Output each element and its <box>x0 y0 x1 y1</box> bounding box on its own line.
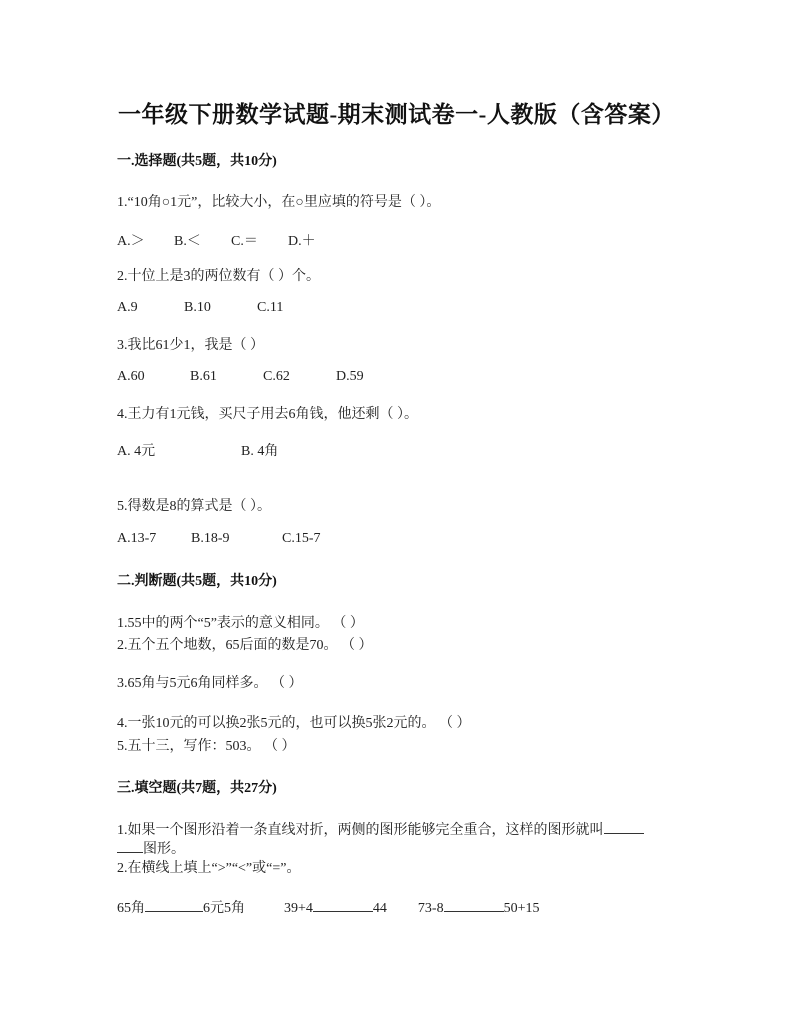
answer-blank <box>604 819 644 834</box>
question-4: 4.王力有1元钱，买尺子用去6角钱，他还剩（ ）。 <box>117 407 418 422</box>
fill-question-1 <box>117 819 644 839</box>
question-2: 2.十位上是3的两位数有（ ）个。 <box>117 269 320 284</box>
option-a: A.13-7 <box>117 531 157 546</box>
fill-question-1-cont <box>117 838 185 858</box>
comparison-left: 39+4 <box>284 901 313 916</box>
comparison-right: 44 <box>372 901 387 916</box>
option-a: A.9 <box>117 300 138 315</box>
page-title: 一年级下册数学试题-期末测试卷一-人教版（含答案） <box>118 102 675 127</box>
section-heading-choice: 一.选择题(共5题，共10分) <box>117 154 277 169</box>
fill-question-2: 2.在横线上填上“>”“<”或“=”。 <box>117 861 301 876</box>
option-b: B.＜ <box>174 234 201 249</box>
option-b: B. 4角 <box>241 444 279 459</box>
answer-blank <box>444 897 504 912</box>
option-b: B.61 <box>190 369 217 384</box>
answer-blank <box>313 897 373 912</box>
question-1: 1.“10角○1元”，比较大小，在○里应填的符号是（ ）。 <box>117 195 441 210</box>
answer-blank <box>117 838 143 853</box>
option-b: B.10 <box>184 300 211 315</box>
comparison-left: 65角 <box>117 901 145 916</box>
judge-item: 5.五十三，写作：503。 （ ） <box>117 739 296 754</box>
option-b: B.18-9 <box>191 531 230 546</box>
option-c: C.62 <box>263 369 290 384</box>
comparison-right: 6元5角 <box>203 901 245 916</box>
comparison-right: 50+15 <box>503 901 540 916</box>
comparison-row <box>117 897 539 917</box>
answer-blank <box>145 897 203 912</box>
judge-item: 3.65角与5元6角同样多。 （ ） <box>117 676 303 691</box>
fill-question-1-end: 图形。 <box>143 842 185 857</box>
section-heading-fill: 三.填空题(共7题，共27分) <box>117 781 277 796</box>
question-5: 5.得数是8的算式是（ ）。 <box>117 499 271 514</box>
option-c: C.15-7 <box>282 531 321 546</box>
option-a: A.60 <box>117 369 145 384</box>
question-3: 3.我比61少1，我是（ ） <box>117 338 264 353</box>
judge-item: 2.五个五个地数，65后面的数是70。 （ ） <box>117 638 373 653</box>
judge-item: 1.55中的两个“5”表示的意义相同。 （ ） <box>117 616 364 631</box>
option-c: C.＝ <box>231 234 258 249</box>
option-c: C.11 <box>257 300 284 315</box>
option-a: A. 4元 <box>117 444 156 459</box>
fill-question-1-text: 1.如果一个图形沿着一条直线对折，两侧的图形能够完全重合，这样的图形就叫 <box>117 823 604 838</box>
option-a: A.＞ <box>117 234 145 249</box>
section-heading-judge: 二.判断题(共5题，共10分) <box>117 574 277 589</box>
option-d: D.59 <box>336 369 364 384</box>
comparison-left: 73-8 <box>417 901 444 916</box>
judge-item: 4.一张10元的可以换2张5元的，也可以换5张2元的。 （ ） <box>117 716 471 731</box>
option-d: D.＋ <box>288 234 316 249</box>
